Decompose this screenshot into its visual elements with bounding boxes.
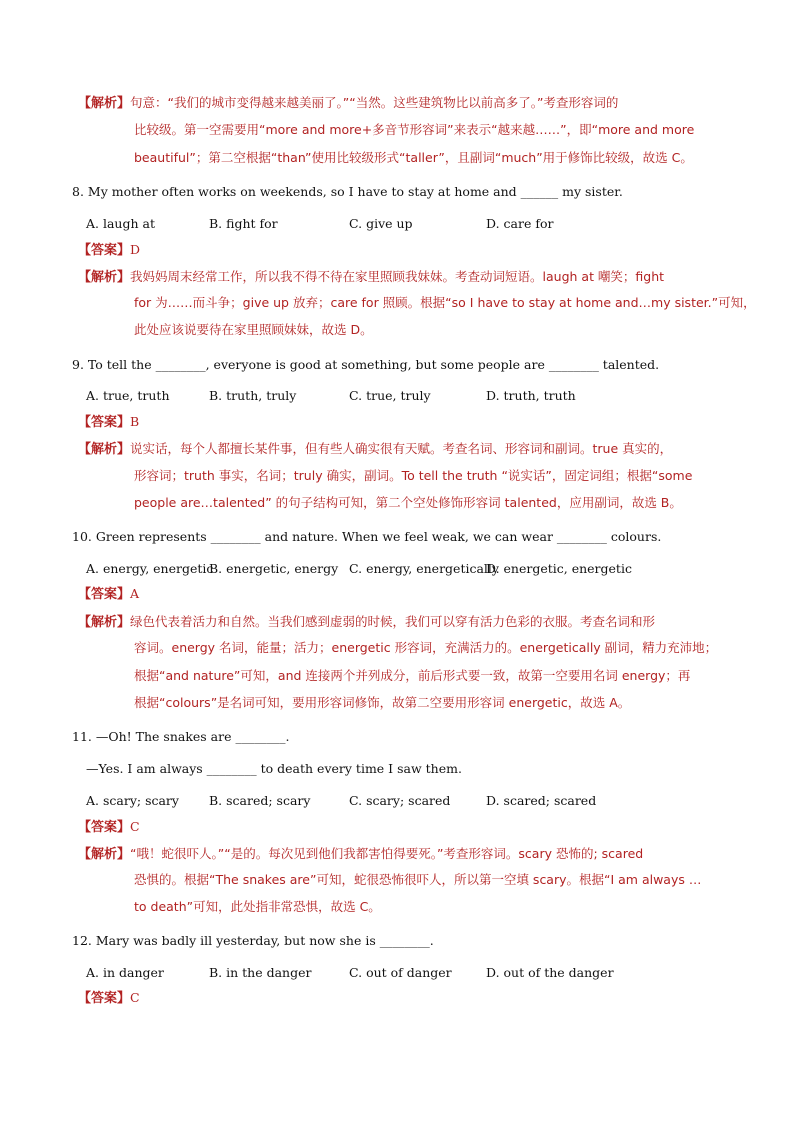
q8-analysis-line-2: for 为……而斗争；give up 放弃；care for 照顾。根据“so I have to stay at home and…my sister.”可知， (134, 295, 756, 310)
q9-option-d: D. truth, truth (486, 388, 576, 403)
q11-analysis-line-3: to death”可知，此处指非常恐惧，故选 C。 (134, 899, 381, 914)
q12-stem: 12. Mary was badly ill yesterday, but now she is ________. (72, 933, 434, 948)
q10-analysis-line-3: 根据“and nature”可知，and 连接两个并列成分，前后形式要一致，故第一空要用名词 energy；再 (134, 668, 691, 683)
q9-answer-value: B (130, 414, 140, 429)
q9-stem: 9. To tell the ________, everyone is good at something, but some people are ________ talented. (72, 357, 660, 372)
q9-answer: 【答案】B (78, 414, 140, 430)
q11-option-a: A. scary; scary (86, 793, 179, 808)
q11-answer-value: C (130, 819, 140, 834)
q10-answer-value: A (130, 586, 140, 601)
q8-option-b: B. fight for (209, 216, 278, 231)
q9-analysis-line-3: people are…talented” 的句子结构可知，第二个空处修饰形容词 talented，应用副词，故选 B。 (134, 495, 682, 510)
q9-option-a: A. true, truth (86, 388, 170, 403)
q10-stem: 10. Green represents ________ and nature. When we feel weak, we can wear ________ colours. (72, 529, 662, 544)
q11-options (86, 791, 686, 811)
q9-options (86, 386, 686, 406)
q11-option-c: C. scary; scared (349, 793, 451, 808)
q10-option-a: A. energy, energetic (86, 561, 214, 576)
q12-answer-value: C (130, 990, 140, 1005)
q12-option-d: D. out of the danger (486, 965, 614, 980)
q11-answer: 【答案】C (78, 819, 140, 835)
q8-option-d: D. care for (486, 216, 554, 231)
q8-analysis-line-3: 此处应该说要待在家里照顾妹妹，故选 D。 (134, 322, 373, 337)
q9-analysis-line-1: 说实话，每个人都擅长某件事，但有些人确实很有天赋。考查名词、形容词和副词。true 真实的， (130, 441, 673, 456)
q11-analysis-line-1: “哦！蛇很吓人。”“是的。每次见到他们我都害怕得要死。”考查形容词。scary 恐怖的; scared (130, 846, 644, 861)
q9-option-c: C. true, truly (349, 388, 431, 403)
q9-analysis-line-2: 形容词；truth 事实，名词；truly 确实，副词。To tell the truth “说实话”，固定词组；根据“some (134, 468, 693, 483)
q8-analysis: 【解析】我妈妈周末经常工作，所以我不得不待在家里照顾我妹妹。考查动词短语。laugh at 嘲笑；fight (78, 269, 665, 285)
q7-analysis-line-1: 句意：“我们的城市变得越来越美丽了。”“当然。这些建筑物比以前高多了。”考查形容词的 (130, 95, 619, 110)
q12-option-a: A. in danger (86, 965, 164, 980)
q8-options (86, 214, 686, 234)
q12-options (86, 963, 686, 983)
q7-analysis-line-3: beautiful”；第二空根据“than”使用比较级形式“taller”，且副词“much”用于修饰比较级，故选 C。 (134, 150, 693, 165)
q11-stem-1: 11. —Oh! The snakes are ________. (72, 729, 290, 744)
q12-option-c: C. out of danger (349, 965, 452, 980)
q11-analysis: 【解析】“哦！蛇很吓人。”“是的。每次见到他们我都害怕得要死。”考查形容词。scary 恐怖的; scared (78, 846, 644, 862)
q10-answer: 【答案】A (78, 586, 140, 602)
q8-option-c: C. give up (349, 216, 413, 231)
q10-analysis: 【解析】绿色代表着活力和自然。当我们感到虚弱的时候，我们可以穿有活力色彩的衣服。考查名词和形 (78, 614, 656, 630)
q7-analysis-line-2: 比较级。第一空需要用“more and more+多音节形容词”来表示“越来越……”，即“more and more (134, 122, 695, 137)
q8-analysis-line-1: 我妈妈周末经常工作，所以我不得不待在家里照顾我妹妹。考查动词短语。laugh at 嘲笑；fight (130, 269, 665, 284)
q7-analysis: 【解析】句意：“我们的城市变得越来越美丽了。”“当然。这些建筑物比以前高多了。”考查形容词的 (78, 95, 619, 111)
q11-stem-2: —Yes. I am always ________ to death every time I saw them. (86, 761, 462, 776)
q10-analysis-line-4: 根据“colours”是名词可知，要用形容词修饰，故第二空要用形容词 energetic，故选 A。 (134, 695, 631, 710)
q11-option-d: D. scared; scared (486, 793, 597, 808)
q10-option-b: B. energetic, energy (209, 561, 339, 576)
q10-option-c: C. energy, energetically (349, 561, 499, 576)
q8-answer: 【答案】D (78, 242, 141, 258)
q10-analysis-line-2: 容词。energy 名词，能量；活力；energetic 形容词，充满活力的。energetically 副词，精力充沛地； (134, 640, 718, 655)
q8-option-a: A. laugh at (86, 216, 155, 231)
q12-option-b: B. in the danger (209, 965, 312, 980)
q8-stem: 8. My mother often works on weekends, so I have to stay at home and ______ my sister. (72, 184, 623, 199)
q10-analysis-line-1: 绿色代表着活力和自然。当我们感到虚弱的时候，我们可以穿有活力色彩的衣服。考查名词和形 (130, 614, 656, 629)
q10-options (86, 559, 726, 579)
q11-analysis-line-2: 恐惧的。根据“The snakes are”可知，蛇很恐怖很吓人，所以第一空填 scary。根据“I am always … (134, 872, 702, 887)
q8-answer-value: D (130, 242, 141, 257)
q9-analysis: 【解析】说实话，每个人都擅长某件事，但有些人确实很有天赋。考查名词、形容词和副词。true 真实的， (78, 441, 673, 457)
q10-option-d: D. energetic, energetic (486, 561, 632, 576)
q12-answer: 【答案】C (78, 990, 140, 1006)
q9-option-b: B. truth, truly (209, 388, 297, 403)
q11-option-b: B. scared; scary (209, 793, 311, 808)
